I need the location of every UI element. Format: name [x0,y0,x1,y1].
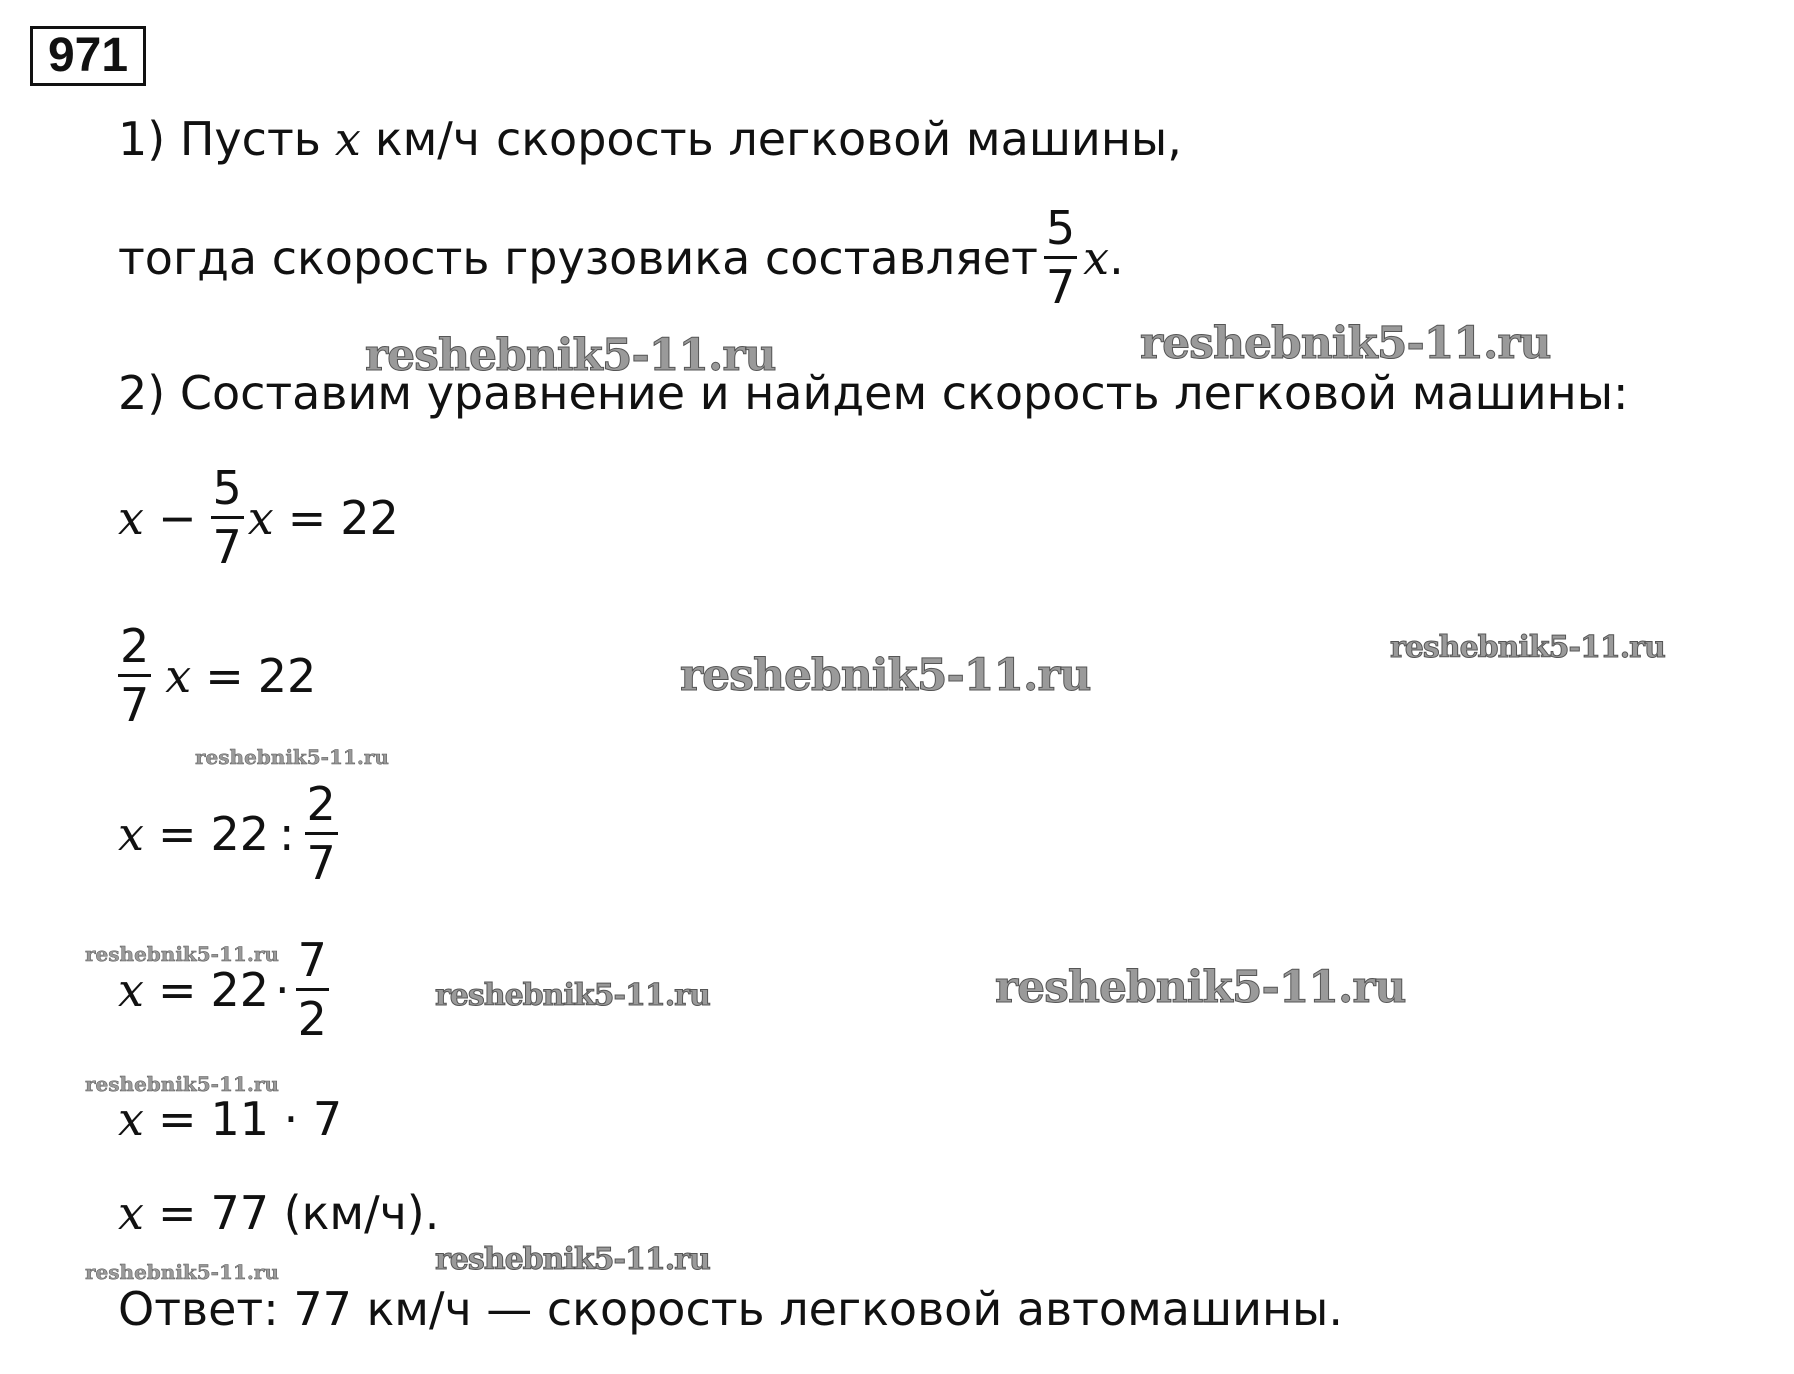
watermark: reshebnik5-11.ru [680,650,1091,701]
watermark: reshebnik5-11.ru [85,1072,279,1096]
watermark: reshebnik5-11.ru [365,330,776,381]
eq4-numerator: 7 [297,933,327,987]
eq4-fraction [296,932,329,1047]
line-2-fraction [1044,200,1077,315]
eq6-equals: = [157,1186,197,1240]
eq2-var: x [165,648,192,703]
line-1-var: x [334,112,361,166]
answer-text: Ответ: 77 км/ч — скорость легковой автомашины. [118,1282,1343,1336]
watermark: reshebnik5-11.ru [1140,318,1551,369]
eq5-equals: = [157,1092,197,1146]
line-2-end: . [1109,230,1124,285]
eq2-fraction [118,618,151,733]
eq1-denominator: 7 [212,520,242,574]
line-1 [118,112,1182,166]
equation-6 [118,1186,439,1240]
eq3-left: 22 [210,806,270,861]
line-2-text: тогда скорость грузовика составляет [118,230,1038,285]
eq5-rhs: 11 · 7 [210,1092,343,1146]
watermark: reshebnik5-11.ru [85,1260,279,1284]
eq4-equals: = [157,962,197,1017]
eq2-rhs: 22 [257,648,317,703]
eq3-numerator: 2 [306,777,336,831]
watermark: reshebnik5-11.ru [85,942,279,966]
line-1-unit: км/ч [374,112,480,166]
eq2-equals: = [205,648,244,703]
line-2-numerator: 5 [1045,201,1076,255]
eq1-equals: = [287,490,327,545]
line-3 [118,366,1629,420]
eq4-multiply: · [275,962,290,1017]
eq1-var2: x [247,490,274,545]
line-1-prefix: 1) Пусть [118,112,321,166]
eq4-left: 22 [210,962,270,1017]
problem-number: 971 [30,26,146,86]
equation-2 [118,618,316,733]
eq4-denominator: 2 [297,992,327,1046]
line-2-var: x [1083,230,1110,285]
line-1-suffix: скорость легковой машины, [495,112,1182,166]
eq4-var: x [118,962,144,1017]
eq1-fraction [211,460,244,575]
line-3-text: 2) Составим уравнение и найдем скорость легковой машины: [118,366,1629,420]
eq3-denominator: 7 [306,836,336,890]
eq3-fraction [305,776,338,891]
eq2-numerator: 2 [120,619,150,673]
equation-3 [118,776,338,891]
eq3-divide: : [279,806,295,861]
watermark: reshebnik5-11.ru [435,1242,710,1277]
eq3-var: x [118,806,144,861]
eq2-denominator: 7 [120,678,150,732]
watermark: reshebnik5-11.ru [435,978,710,1013]
watermark: reshebnik5-11.ru [1390,630,1665,665]
eq1-minus: − [157,490,197,545]
eq6-rhs: 77 (км/ч). [210,1186,440,1240]
line-2-denominator: 7 [1045,260,1076,314]
watermark: reshebnik5-11.ru [995,962,1406,1013]
eq1-numerator: 5 [212,461,242,515]
equation-1 [118,460,399,575]
eq1-rhs: 22 [340,490,399,545]
line-2 [118,200,1124,315]
eq3-equals: = [157,806,197,861]
eq5-var: x [118,1092,144,1146]
eq6-var: x [118,1186,144,1240]
watermark: reshebnik5-11.ru [195,745,389,769]
equation-5 [118,1092,342,1146]
answer-line [118,1282,1343,1336]
eq1-var: x [118,490,144,545]
